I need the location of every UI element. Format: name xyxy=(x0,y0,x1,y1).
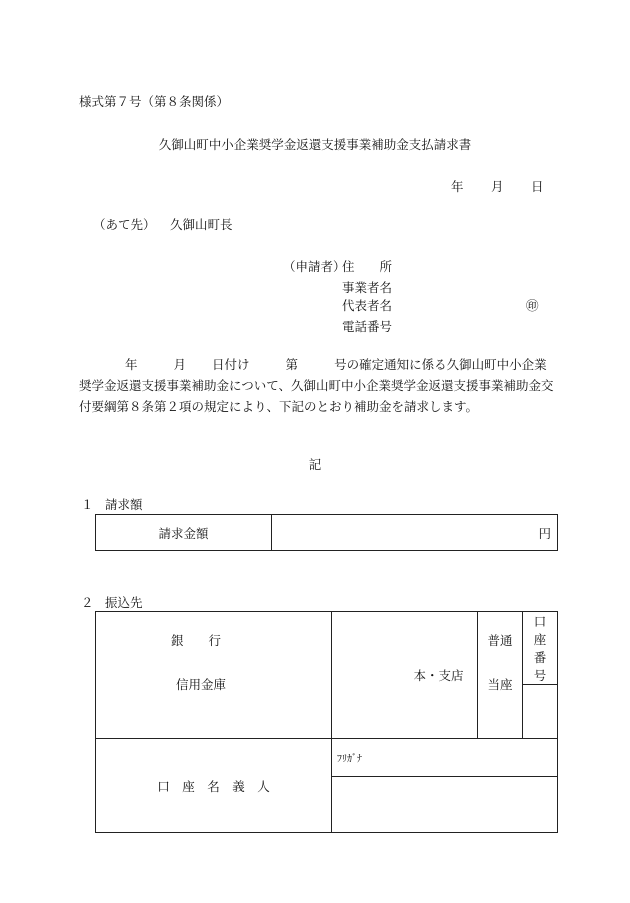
amount-label: 請求金額 xyxy=(158,525,209,541)
furigana-label: ﾌﾘｶﾞﾅ xyxy=(337,754,362,765)
shinkin-label: 信用金庫 xyxy=(176,677,227,692)
ki-heading: 記 xyxy=(308,457,322,472)
body-text: 号の確定通知に係る久御山町中小企業奨学金返還支援事業補助金について、久御山町中小企業奨学金返還支援事業補助金交付要綱第８条第２項の規定により、下記のとおり補助金を請求します。 xyxy=(79,357,554,414)
body-year: 年 xyxy=(125,357,138,372)
section1-number: １ xyxy=(81,497,94,512)
date-day: 日 xyxy=(531,179,544,194)
branch-cell[interactable] xyxy=(332,612,478,739)
account-holder-name-cell[interactable] xyxy=(332,777,558,833)
transfer-table xyxy=(95,611,558,833)
account-type-cell[interactable] xyxy=(478,612,523,739)
section1-title: 請求額 xyxy=(105,497,143,512)
applicant-label: （申請者） xyxy=(283,259,346,274)
body-month: 月 xyxy=(173,357,187,372)
toza-label: 当座 xyxy=(487,677,513,692)
bank-type-cell[interactable] xyxy=(96,612,332,739)
bank-label: 銀 行 xyxy=(171,633,222,648)
request-body-text xyxy=(79,354,559,417)
document-title: 久御山町中小企業奨学金返還支援事業補助金支払請求書 xyxy=(158,137,472,152)
applicant-representative-label: 代表者名 xyxy=(342,298,393,313)
applicant-phone-label: 電話番号 xyxy=(342,319,393,334)
applicant-business-name-label: 事業者名 xyxy=(342,280,393,295)
amount-value-cell[interactable] xyxy=(272,515,558,551)
account-holder-label: 口 座 名 義 人 xyxy=(157,778,270,794)
body-number-prefix: 第 xyxy=(285,357,299,372)
account-number-cell[interactable] xyxy=(523,685,558,739)
applicant-address-label: 住 所 xyxy=(342,259,393,274)
seal-mark: ㊞ xyxy=(526,298,539,313)
date-month: 月 xyxy=(491,179,504,194)
section2-title: 振込先 xyxy=(105,595,143,610)
amount-table xyxy=(95,514,558,551)
amount-currency: 円 xyxy=(538,525,551,541)
body-day-suffix: 日付け xyxy=(212,357,250,372)
section2-number: ２ xyxy=(81,595,94,610)
form-number: 様式第７号（第８条関係） xyxy=(79,94,230,109)
amount-label-cell xyxy=(96,515,272,551)
addressee-prefix: （あて先） xyxy=(93,217,156,232)
account-number-header xyxy=(523,612,558,685)
branch-label: 本・支店 xyxy=(413,668,464,683)
date-year: 年 xyxy=(451,179,464,194)
futsu-label: 普通 xyxy=(487,633,513,648)
account-number-label: 口 座 番 号 xyxy=(533,614,559,683)
furigana-cell[interactable] xyxy=(332,739,558,777)
addressee-name: 久御山町長 xyxy=(170,217,233,232)
account-holder-label-cell xyxy=(96,739,332,833)
